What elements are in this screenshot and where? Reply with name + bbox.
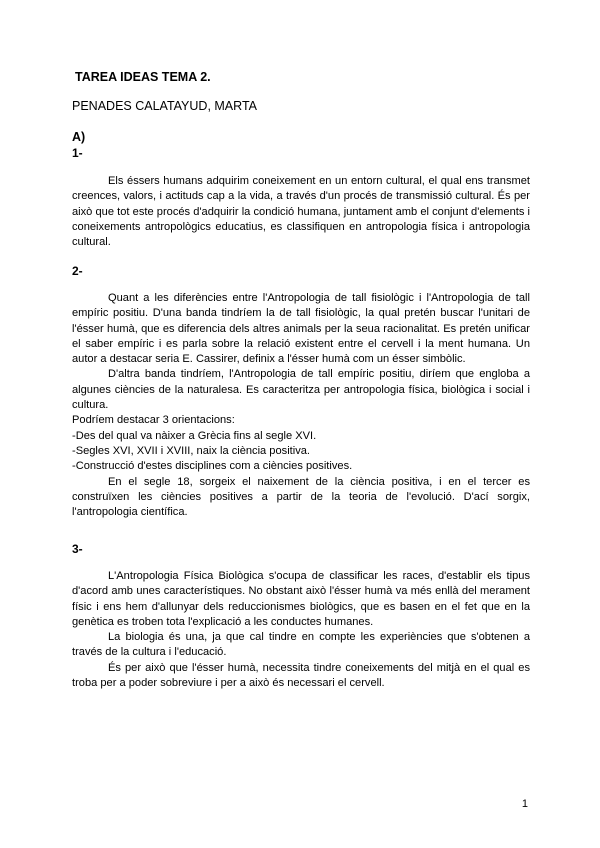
question-3-answer [72,569,530,691]
paragraph: L'Antropologia Física Biològica s'ocupa de classificar les races, d'establir els tipus d'acord amb unes característiques. No obstant això l'ésser humà va més enllà del merament físic i ens hem d'allunyar dels reduccionismes biològics, que es basen en el fet que en la genètica es troben tota l'explicació a les conductes humanes. [72,570,530,628]
list-item: -Construcció d'estes disciplines com a ciències positives. [72,460,353,473]
author-name: PENADES CALATAYUD, MARTA [72,99,257,113]
paragraph: La biologia és una, ja que cal tindre en compte les experiències que s'obtenen a través de la cultura i l'educació. [72,631,530,659]
document-title: TAREA IDEAS TEMA 2. [75,70,211,84]
list-item: -Des del qual va nàixer a Grècia fins al segle XVI. [72,429,317,442]
paragraph: Podríem destacar 3 orientacions: [72,414,235,427]
list-item: -Segles XVI, XVII i XVIII, naix la ciència positiva. [72,444,311,457]
paragraph: És per això que l'ésser humà, necessita tindre coneixements del mitjà en el qual es troba per a poder sobreviure i per a això és necessari el cervell. [72,661,530,690]
page-number: 1 [521,798,528,810]
question-number: 3- [72,542,83,556]
question-2-answer [72,291,530,520]
paragraph: En el segle 18, sorgeix el naixement de la ciència positiva, i en el tercer es construïxen les ciències positives a partir de la teoria de l'evolució. D'ací sorgix, l'antropologia científica. [72,475,530,519]
paragraph: Els éssers humans adquirim coneixement en un entorn cultural, el qual ens transmet creences, valors, i actituds cap a la vida, a través d'un procés de transmissió cultural. És per això que tot este procés d'adquirir la condició humana, juntament amb el conjunt d'elements i coneixements antropològics educatius, es classifiquen en antropologia física i antropologia cultural. [72,175,530,249]
question-number: 1- [72,146,83,160]
paragraph: D'altra banda tindríem, l'Antropologia de tall empíric positiu, diríem que engloba a algunes ciències de la naturalesa. Es caracteritza per antropologia física, biològica i social i cultura. [72,368,530,412]
question-number: 2- [72,264,83,278]
paragraph: Quant a les diferències entre l'Antropologia de tall fisiològic i l'Antropologia de tall empíric positiu. D'una banda tindríem la de tall fisiològic, la qual pretén buscar l'unitari de l'ésser humà, que es diferencia dels altres animals per la seua racionalitat. Es pretén unificar el saber empíric i es parla sobre la relació existent entre el cervell i la ment humana. Un autor a destacar seria E. Cassirer, definix a l'ésser humà com un ésser simbòlic. [72,292,530,366]
question-1-answer [72,174,530,250]
section-heading: A) [72,130,86,144]
